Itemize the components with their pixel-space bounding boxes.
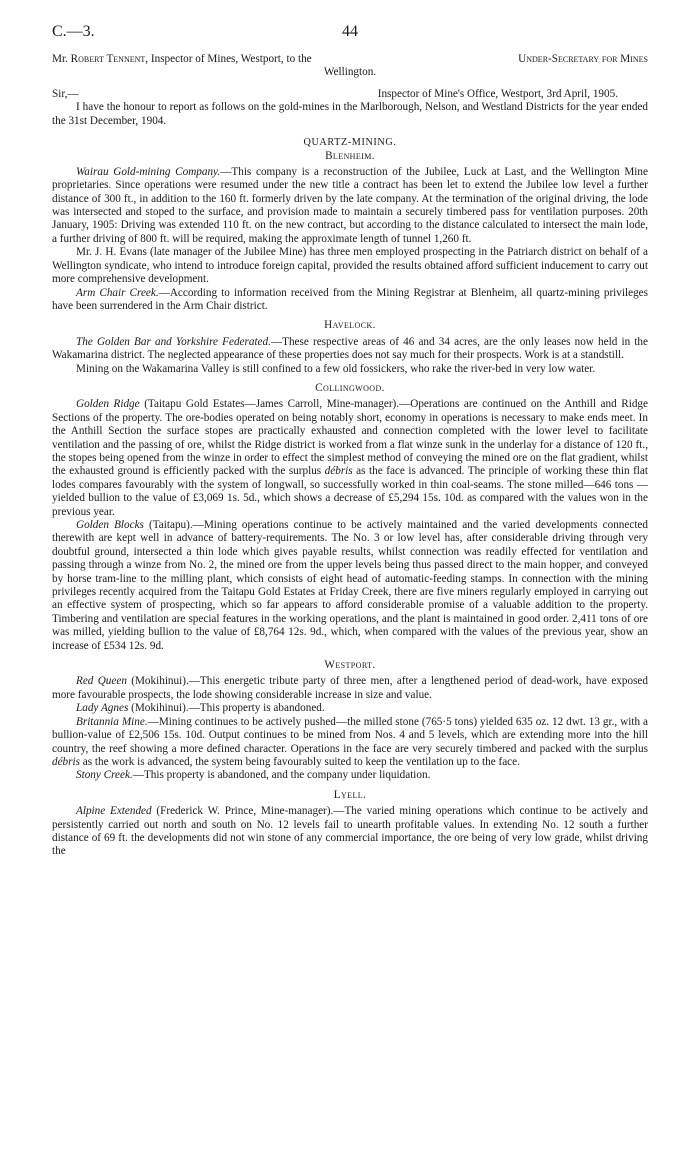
heading-lyell: Lyell. (333, 788, 367, 801)
heading-collingwood: Collingwood. (315, 381, 385, 394)
address-mr: Mr. (52, 53, 68, 65)
debris-word: débris (324, 465, 353, 478)
address-line (52, 53, 648, 66)
paragraph-golden-blocks (52, 519, 648, 653)
recipient-city: Wellington. (323, 66, 377, 79)
sender-role: , Inspector of Mines, Westport, to the (145, 53, 312, 65)
paragraph-stony-creek (52, 769, 648, 782)
stony-title: Stony Creek. (76, 769, 133, 782)
paragraph-lady-agnes (52, 702, 648, 715)
golden-ridge-body: (Taitapu Gold Estates—James Carroll, Mine-manager).—Operations are continued on the Anthill and Ridge Sections of the property. The ore-bodies operated on being notably short, economy in operations is necessary to make ends meet. In the Anthill Section the surface stopes are practically exhausted and connection completed with the lower level to facilitate ventilation and the passing of ore, whilst the Ridge district is worked from a flat winze sunk in the underlay for a distance of 120 ft., the stopes being opened from the winze in order to effect the simplest method of conveying the mined ore on the flat gradient, whilst the exhausted ground is efficiently packed with the surplus (52, 398, 648, 478)
armchair-body: —According to information received from the Mining Registrar at Blenheim, all quartz-mining privileges have been surrendered in the Arm Chair district. (52, 286, 648, 312)
paragraph-red-queen (52, 675, 648, 702)
wairau-title: Wairau Gold-mining Company. (76, 165, 221, 178)
recipient: Under-Secretary for Mines (518, 53, 648, 65)
paragraph-golden-bar (52, 336, 648, 363)
lady-agnes-body: (Mokihinui).—This property is abandoned. (128, 702, 325, 715)
heading-blenheim: Blenheim. (325, 150, 375, 163)
salutation-line (52, 88, 648, 101)
paragraph-alpine-extended (52, 805, 648, 859)
armchair-title: Arm Chair Creek. (76, 286, 159, 299)
paragraph-britannia (52, 716, 648, 770)
dateline: Inspector of Mine's Office, Westport, 3rd April, 1905. (377, 87, 618, 100)
red-queen-body: (Mokihinui).—This energetic tribute party of three men, after a lengthened period of dead-work, have exposed more favourable prospects, the lode showing considerable increase in size and value. (52, 675, 648, 701)
page-header (52, 22, 648, 42)
address-sender (52, 53, 312, 66)
document-page (52, 22, 648, 859)
golden-ridge-body-continued: as the face is advanced. The principle of working these thin flat lodes compares favourably with the system of longwall, so successfully worked in thin coal-seams. The stone milled—646 tons —yielded bullion to the value of £3,069 1s. 5d., which shows a decrease of £5,294 15s. 10d. as compared with the values won in the previous year. (52, 465, 648, 518)
intro-paragraph: I have the honour to report as follows on the gold-mines in the Marlborough, Nelson, and Westland Districts for the year ended the 31st December, 1904. (52, 101, 648, 127)
sender-name: Robert Tennent (70, 53, 146, 65)
heading-havelock: Havelock. (324, 319, 376, 332)
alpine-title: Alpine Extended (76, 805, 152, 818)
golden-blocks-title: Golden Blocks (76, 519, 144, 531)
britannia-body: —Mining continues to be actively pushed—the milled stone (765·5 tons) yielded 635 oz. 12 dwt. 13 gr., with a bullion-value of £2,506 15s. 10d. Output continues to be mined from Nos. 4 and 5 levels, which are extending more into the hill country, the reef showing a more defined character. Operations in the face are very securely timbered and packed with the surplus (52, 715, 648, 755)
salutation: Sir,— (52, 87, 79, 100)
paragraph-wairau (52, 166, 648, 246)
stony-body: —This property is abandoned, and the company under liquidation. (132, 769, 431, 782)
golden-ridge-title: Golden Ridge (76, 398, 140, 411)
golden-bar-body: —These respective areas of 46 and 34 acres, are the only leases now held in the Wakamarina district. The neglected appearance of these properties does not say much for their prospects. Work is at a standstill. (52, 335, 648, 362)
paragraph-armchair (52, 287, 648, 314)
britannia-title: Britannia Mine. (76, 715, 148, 728)
alpine-body: (Frederick W. Prince, Mine-manager).—The varied mining operations which continue to be actively and persistently carried out north and south on No. 12 levels fail to unearth profitable values. In extending No. 12 south a further distance of 69 ft. the developments did not win stone of any commercial importance, the ore being of very low grade, whilst driving the (52, 805, 648, 858)
golden-bar-title: The Golden Bar and Yorkshire Federated. (76, 335, 271, 348)
paragraph-golden-ridge (52, 398, 648, 519)
golden-blocks-body: (Taitapu).—Mining operations continue to be actively maintained and the varied developments connected therewith are kept well in advance of battery-requirements. The No. 3 or low level has, after considerable driving through very doubtful ground, intersected a thin lode which gives payable results, whilst connection was readily effected for ventilation and passing through a winze from No. 2, the mined ore from the upper levels being thus passed direct to the main hopper, and conveyed by horse tram-line to the milling plant, which consists of eight head of automatic-feeding stamps. In connection with the mining privileges recently acquired from the Taitapu Gold Estates at Friday Creek, there are five miners regularly employed in carrying out an effective system of prospecting, which so far appears to afford considerable promise of a valuable addition to the property. Timbering and ventilation are special features in the working operations, and the plant is maintained in good order. 2,411 tons of ore was milled, yielding bullion to the value of £8,764 12s. 9d., which, when compared with the values of the previous year, show an increase of £534 12s. 9d. (52, 519, 648, 652)
paragraph-evans: Mr. J. H. Evans (late manager of the Jubilee Mine) has three men employed prospecting in the Patriarch district on behalf of a Wellington syndicate, who intend to introduce foreign capital, provided the results obtained afford sufficient inducement to carry out more comprehensive development. (52, 246, 648, 286)
lady-agnes-title: Lady Agnes (76, 702, 129, 715)
britannia-body-continued: as the work is advanced, the system being favourably suited to keep the ventilation up to the face. (79, 755, 520, 768)
page-number: 44 (342, 23, 358, 40)
paragraph-wakamarina: Mining on the Wakamarina Valley is still confined to a few old fossickers, who rake the river-bed in very low water. (76, 362, 596, 375)
heading-quartz-mining: QUARTZ-MINING. (303, 137, 397, 149)
debris-word-2: débris (52, 755, 80, 768)
letter-address (52, 53, 648, 80)
report-code: C.—3. (52, 23, 95, 40)
wairau-body: —This company is a reconstruction of the Jubilee, Luck at Last, and the Wellington Mine proprietaries. Since operations were resumed under the new title a contract has been let to extend the Jubilee low level a further distance of 300 ft., in addition to the 160 ft. formerly driven by the late company. At the termination of the original driving, the lode was intersected and stoped to the surface, and provision made to maintain a securely timbered pass for ventilation purposes. 20th January, 1905: Driving was extended 110 ft. on the new contract, but according to the distance calculated to intersect the main lode, a further driving of 800 ft. will be required, making the approximate length of tunnel 1,260 ft. (52, 165, 648, 245)
heading-westport: Westport. (324, 659, 376, 672)
red-queen-title: Red Queen (76, 675, 127, 688)
